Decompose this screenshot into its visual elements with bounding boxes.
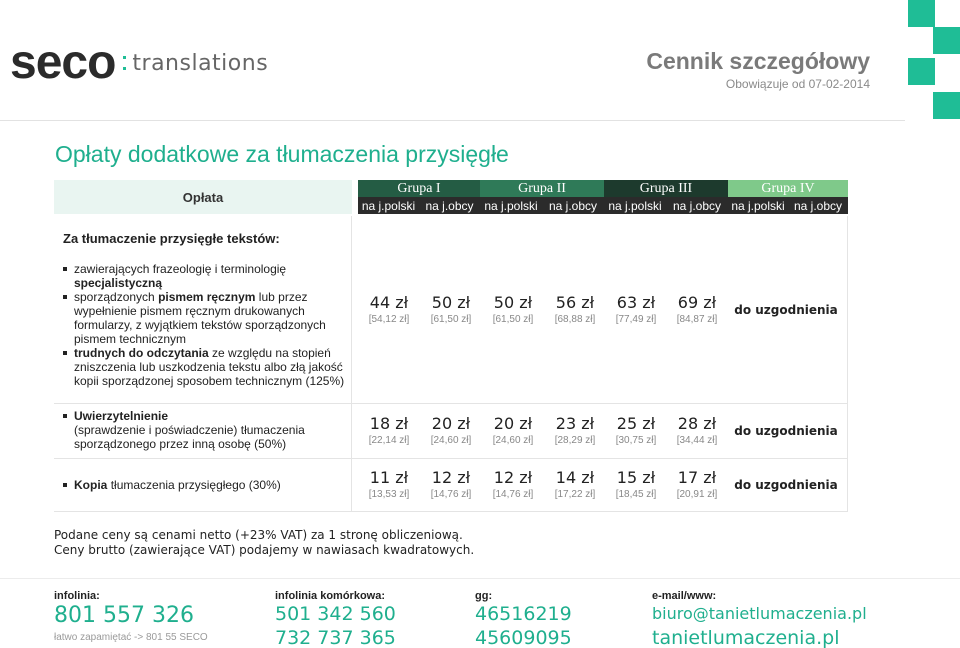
gg-number[interactable]: 45609095	[475, 627, 572, 648]
price-cell: 50 zł [61,50 zł]	[492, 293, 534, 325]
list-item-continuation: specjalistyczną	[74, 276, 163, 290]
footer-divider	[0, 578, 960, 579]
group-header-1: Grupa I	[358, 180, 480, 197]
note-line: Ceny brutto (zawierające VAT) podajemy w nawiasach kwadratowych.	[54, 543, 475, 557]
column-divider	[847, 216, 848, 512]
list-item: trudnych do odczytania ze względu na stopień	[62, 346, 344, 360]
list-item: zawierających frazeologię i terminologię	[62, 262, 344, 276]
price-cell: 11 zł [13,53 zł]	[368, 468, 410, 500]
price-list-title-block	[646, 48, 870, 91]
footer-contact	[652, 590, 867, 648]
note-line: Podane ceny są cenami netto (+23% VAT) za 1 stronę obliczeniową.	[54, 528, 463, 542]
price-cell: 12 zł [14,76 zł]	[492, 468, 534, 500]
subheader-to-polish: na j.polski	[480, 197, 542, 214]
row-3-description	[62, 478, 281, 492]
list-item: Uwierzytelnienie	[62, 409, 305, 423]
price-cell: 20 zł [24,60 zł]	[430, 414, 472, 446]
price-cell: 17 zł [20,91 zł]	[676, 468, 718, 500]
logo-separator	[123, 56, 126, 70]
row-divider	[54, 403, 848, 404]
hotline-mnemonic: łatwo zapamiętać -> 801 55 SECO	[54, 632, 208, 643]
agreement-cell: do uzgodnienia	[734, 303, 838, 317]
list-item-continuation: formularzy, z wyjątkiem tekstów sporządzonych	[74, 318, 326, 332]
price-cell: 12 zł [14,76 zł]	[430, 468, 472, 500]
price-cell: 50 zł [61,50 zł]	[430, 293, 472, 325]
gg-number[interactable]: 46516219	[475, 603, 572, 625]
price-notes	[54, 528, 474, 558]
group-header-3: Grupa III	[604, 180, 728, 197]
list-item-continuation: pismem technicznym	[74, 332, 187, 346]
mobile-number[interactable]: 501 342 560	[275, 603, 396, 625]
agreement-cell: do uzgodnienia	[734, 424, 838, 438]
row-1-description	[62, 262, 344, 388]
subheader-to-foreign: na j.obcy	[419, 197, 480, 214]
subheader-to-polish: na j.polski	[358, 197, 419, 214]
company-logo	[10, 36, 269, 89]
list-item: sporządzonych pismem ręcznym lub przez	[62, 290, 344, 304]
email-link[interactable]: biuro@tanietlumaczenia.pl	[652, 604, 867, 623]
row-group-heading: Za tłumaczenie przysięgłe tekstów:	[63, 231, 280, 246]
row-divider	[54, 458, 848, 459]
price-cell: 23 zł [28,29 zł]	[554, 414, 596, 446]
price-cell: 28 zł [34,44 zł]	[676, 414, 718, 446]
list-item-continuation: sporządzonego przez inną osobę (50%)	[74, 437, 287, 451]
decor-square	[933, 92, 960, 119]
row-divider	[54, 511, 848, 512]
subheader-to-foreign: na j.obcy	[788, 197, 848, 214]
email-www-label: e-mail/www:	[652, 590, 717, 602]
fee-column-header: Opłata	[54, 180, 352, 214]
price-cell: 63 zł [77,49 zł]	[615, 293, 657, 325]
list-item-continuation: wypełnienie pismem ręcznym drukowanych	[74, 304, 305, 318]
header-divider	[0, 120, 905, 121]
price-cell: 25 zł [30,75 zł]	[615, 414, 657, 446]
decor-square	[908, 0, 935, 27]
price-cell: 18 zł [22,14 zł]	[368, 414, 410, 446]
subheader-to-foreign: na j.obcy	[542, 197, 604, 214]
footer-mobile	[275, 590, 396, 648]
hotline-number[interactable]: 801 557 326	[54, 603, 194, 628]
footer-gg	[475, 590, 572, 648]
decor-square	[933, 27, 960, 54]
row-2-description	[62, 409, 305, 451]
agreement-cell: do uzgodnienia	[734, 478, 838, 492]
price-cell: 56 zł [68,88 zł]	[554, 293, 596, 325]
price-cell: 20 zł [24,60 zł]	[492, 414, 534, 446]
subheader-to-polish: na j.polski	[604, 197, 666, 214]
list-item-continuation: kopii sporządzonej sposobem technicznym (125%)	[74, 374, 345, 388]
column-divider	[351, 216, 352, 512]
list-item-continuation: zniszczenia lub uszkodzenia tekstu albo złą jakość	[74, 360, 343, 374]
hotline-label: infolinia:	[54, 590, 100, 602]
mobile-label: infolinia komórkowa:	[275, 590, 386, 602]
mobile-number[interactable]: 732 737 365	[275, 627, 396, 648]
section-title: Opłaty dodatkowe za tłumaczenia przysięgłe	[55, 141, 509, 167]
group-header-4: Grupa IV	[728, 180, 848, 197]
subheader-to-polish: na j.polski	[728, 197, 788, 214]
logo-subtitle: translations	[132, 50, 269, 76]
website-link[interactable]: tanietlumaczenia.pl	[652, 627, 840, 648]
price-cell: 69 zł [84,87 zł]	[676, 293, 718, 325]
price-cell: 14 zł [17,22 zł]	[554, 468, 596, 500]
list-item-continuation: (sprawdzenie i poświadczenie) tłumaczenia	[74, 423, 305, 437]
footer-hotline	[54, 590, 208, 643]
logo-wordmark: seco	[10, 36, 116, 89]
page-title: Cennik szczegółowy	[646, 48, 870, 74]
gg-label: gg:	[475, 590, 493, 602]
list-item: Kopia tłumaczenia przysięgłego (30%)	[62, 478, 281, 492]
group-header-2: Grupa II	[480, 180, 604, 197]
decor-square	[908, 58, 935, 85]
valid-from-date: Obowiązuje od 07-02-2014	[725, 77, 870, 91]
subheader-to-foreign: na j.obcy	[666, 197, 728, 214]
price-cell: 44 zł [54,12 zł]	[368, 293, 410, 325]
price-cell: 15 zł [18,45 zł]	[615, 468, 657, 500]
